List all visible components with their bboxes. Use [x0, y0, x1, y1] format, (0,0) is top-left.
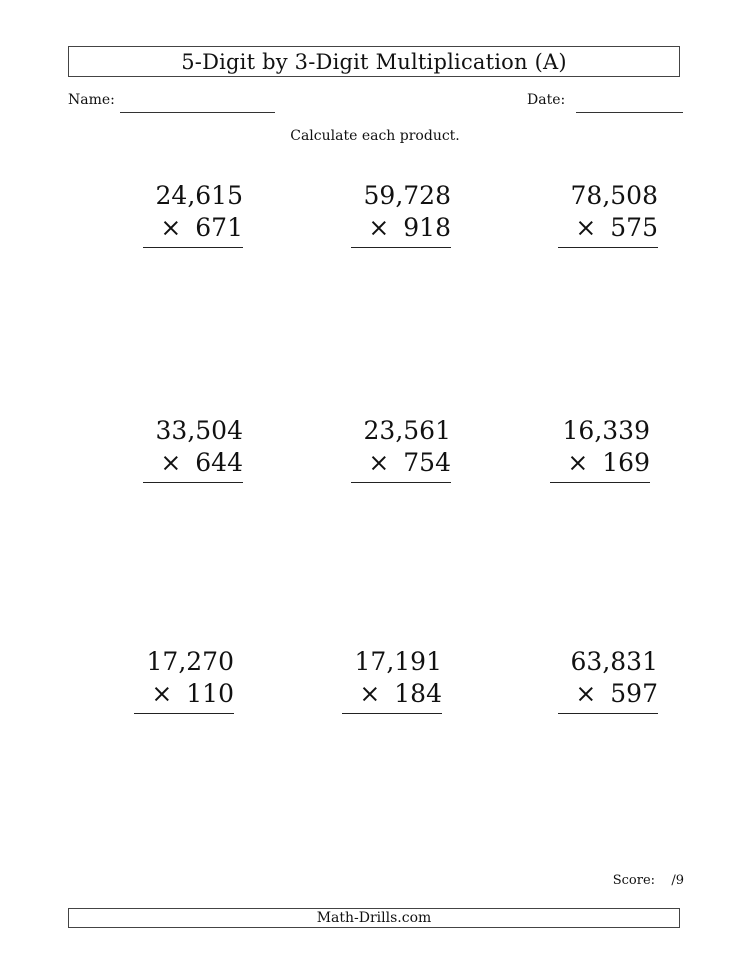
answer-line	[550, 482, 650, 483]
multiply-sign: ×	[160, 448, 182, 477]
answer-line	[558, 713, 658, 714]
multiplicand: 16,339	[562, 416, 650, 445]
problem-2	[321, 180, 451, 248]
date-label: Date:	[527, 92, 566, 108]
multiplicand: 33,504	[155, 416, 243, 445]
multiplicand: 59,728	[363, 181, 451, 210]
multiplicand: 17,191	[354, 647, 442, 676]
problem-1	[113, 180, 243, 248]
multiply-sign: ×	[160, 213, 182, 242]
answer-line	[558, 247, 658, 248]
multiplier: 597	[610, 679, 658, 708]
score-total: /9	[671, 873, 684, 888]
multiply-sign: ×	[151, 679, 173, 708]
multiplier: 644	[195, 448, 243, 477]
problem-5	[321, 415, 451, 483]
problem-7	[104, 646, 234, 714]
answer-line	[134, 713, 234, 714]
answer-line	[351, 247, 451, 248]
footer	[68, 908, 680, 928]
problem-9	[528, 646, 658, 714]
instructions: Calculate each product.	[290, 128, 460, 144]
multiplicand: 23,561	[363, 416, 451, 445]
worksheet-title	[68, 46, 680, 77]
answer-line	[342, 713, 442, 714]
score-field	[613, 873, 684, 888]
answer-line	[143, 482, 243, 483]
multiplier: 184	[394, 679, 442, 708]
multiplicand: 24,615	[155, 181, 243, 210]
multiplier: 575	[610, 213, 658, 242]
multiplier: 918	[403, 213, 451, 242]
multiplier: 110	[186, 679, 234, 708]
multiply-sign: ×	[368, 213, 390, 242]
problem-8	[312, 646, 442, 714]
footer-site: Math-Drills.com	[316, 910, 432, 926]
score-label: Score:	[612, 873, 656, 888]
multiplicand: 63,831	[570, 647, 658, 676]
problem-6	[520, 415, 650, 483]
multiplier: 671	[195, 213, 243, 242]
multiply-sign: ×	[359, 679, 381, 708]
multiply-sign: ×	[368, 448, 390, 477]
multiplicand: 17,270	[146, 647, 234, 676]
multiplicand: 78,508	[570, 181, 658, 210]
multiplier: 754	[403, 448, 451, 477]
date-line	[576, 112, 683, 113]
multiply-sign: ×	[575, 679, 597, 708]
multiply-sign: ×	[567, 448, 589, 477]
multiplier: 169	[602, 448, 650, 477]
answer-line	[143, 247, 243, 248]
multiply-sign: ×	[575, 213, 597, 242]
title-text: 5-Digit by 3-Digit Multiplication (A)	[181, 49, 567, 74]
problem-4	[113, 415, 243, 483]
problem-3	[528, 180, 658, 248]
answer-line	[351, 482, 451, 483]
name-label: Name:	[68, 92, 115, 108]
name-line	[120, 112, 275, 113]
